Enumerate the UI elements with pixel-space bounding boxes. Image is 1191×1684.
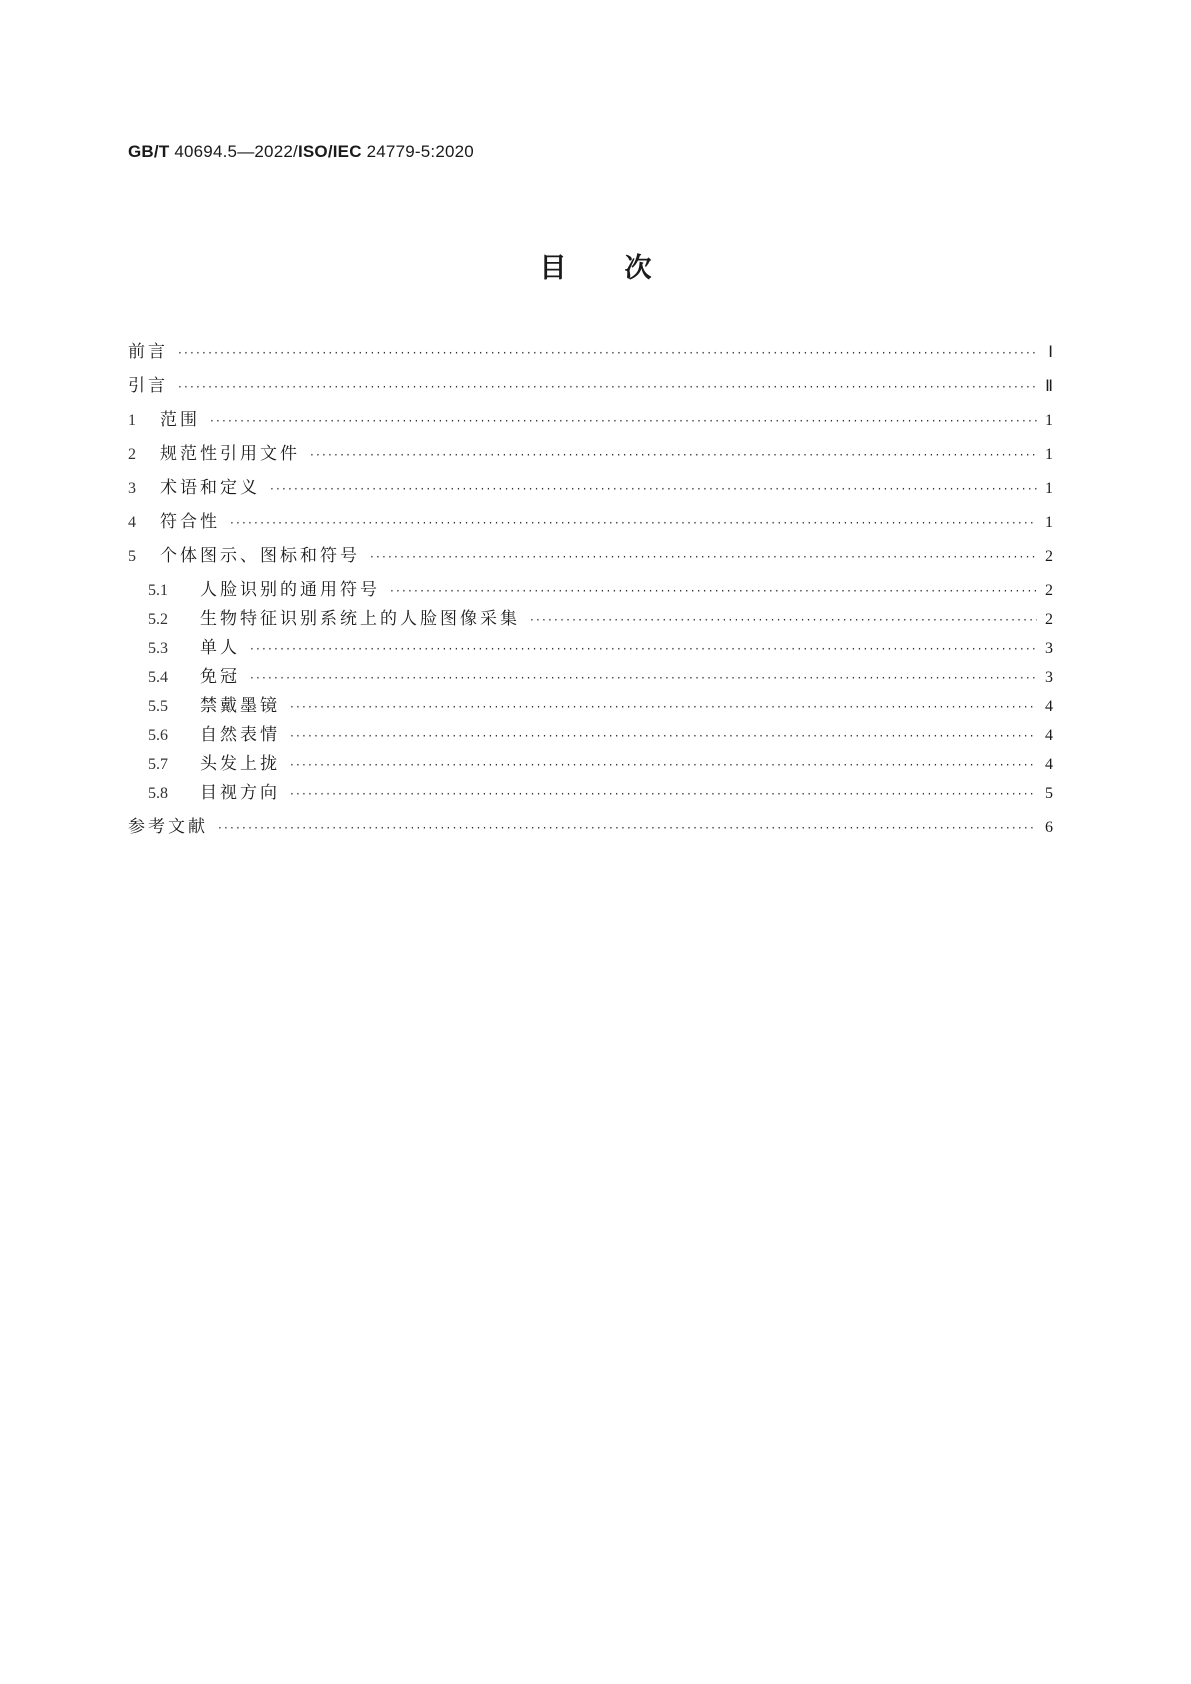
toc-entry-title: 规范性引用文件 xyxy=(160,444,300,464)
toc-entry-title: 免冠 xyxy=(200,667,240,687)
toc-dot-leader xyxy=(178,341,1037,365)
toc-entry-page-number: 2 xyxy=(1045,611,1053,628)
toc-entry[interactable] xyxy=(148,607,1053,631)
toc-entry[interactable] xyxy=(128,544,1053,568)
iso-code-prefix: ISO/IEC xyxy=(297,142,362,161)
toc-dot-leader xyxy=(310,443,1037,467)
toc-entry-page-number: 5 xyxy=(1045,785,1053,802)
toc-entry-page-number: Ⅱ xyxy=(1045,378,1053,395)
toc-entry[interactable] xyxy=(128,374,1053,398)
toc-entry-title: 术语和定义 xyxy=(160,478,260,498)
toc-dot-leader xyxy=(290,782,1037,806)
toc-entry-page-number: 1 xyxy=(1045,514,1053,531)
toc-entry-page-number: 4 xyxy=(1045,727,1053,744)
toc-entry-number: 5.6 xyxy=(148,727,168,744)
toc-entry[interactable] xyxy=(148,694,1053,718)
toc-entry-number: 4 xyxy=(128,514,136,531)
standard-code-number: 40694.5—2022/ xyxy=(169,142,298,161)
toc-entry-page-number: 3 xyxy=(1045,640,1053,657)
toc-entry-title: 人脸识别的通用符号 xyxy=(200,580,380,600)
toc-dot-leader xyxy=(230,511,1037,535)
toc-dot-leader xyxy=(290,695,1037,719)
standard-number xyxy=(128,142,474,162)
toc-entry[interactable] xyxy=(148,752,1053,776)
toc-entry-title: 自然表情 xyxy=(200,725,280,745)
toc-entry-number: 5 xyxy=(128,548,136,565)
toc-entry-page-number: 6 xyxy=(1045,819,1053,836)
toc-entry-number: 5.5 xyxy=(148,698,168,715)
toc-dot-leader xyxy=(270,477,1037,501)
toc-entry-title: 头发上拢 xyxy=(200,754,280,774)
toc-dot-leader xyxy=(250,637,1037,661)
toc-entry-number: 5.7 xyxy=(148,756,168,773)
toc-entry-title: 前言 xyxy=(128,342,168,362)
toc-entry[interactable] xyxy=(148,578,1053,602)
toc-entry[interactable] xyxy=(148,723,1053,747)
toc-entry-page-number: Ⅰ xyxy=(1048,344,1053,361)
toc-entry-number: 2 xyxy=(128,446,136,463)
toc-entry-page-number: 1 xyxy=(1045,446,1053,463)
toc-dot-leader xyxy=(178,375,1037,399)
toc-dot-leader xyxy=(250,666,1037,690)
toc-entry[interactable] xyxy=(128,408,1053,432)
toc-entry[interactable] xyxy=(148,636,1053,660)
toc-entry-title: 符合性 xyxy=(160,512,220,532)
toc-entry-number: 5.8 xyxy=(148,785,168,802)
toc-entry[interactable] xyxy=(148,665,1053,689)
toc-entry[interactable] xyxy=(128,442,1053,466)
toc-entry-title: 个体图示、图标和符号 xyxy=(160,546,360,566)
standard-code-prefix: GB/T xyxy=(128,142,170,161)
toc-dot-leader xyxy=(530,608,1037,632)
toc-dot-leader xyxy=(370,545,1037,569)
toc-dot-leader xyxy=(390,579,1037,603)
toc-entry-page-number: 1 xyxy=(1045,412,1053,429)
toc-entry-number: 5.4 xyxy=(148,669,168,686)
toc-entry-page-number: 4 xyxy=(1045,756,1053,773)
toc-dot-leader xyxy=(218,816,1037,840)
toc-entry[interactable] xyxy=(128,340,1053,364)
toc-entry-title: 引言 xyxy=(128,376,168,396)
toc-entry-number: 5.2 xyxy=(148,611,168,628)
toc-entry-page-number: 4 xyxy=(1045,698,1053,715)
toc-entry-number: 5.3 xyxy=(148,640,168,657)
toc-entry[interactable] xyxy=(148,781,1053,805)
toc-dot-leader xyxy=(290,724,1037,748)
toc-entry-title: 禁戴墨镜 xyxy=(200,696,280,716)
toc-entry-number: 1 xyxy=(128,412,136,429)
toc-entry-title: 目视方向 xyxy=(200,783,280,803)
toc-entry-number: 3 xyxy=(128,480,136,497)
toc-entry-page-number: 2 xyxy=(1045,548,1053,565)
page-title: 目次 xyxy=(539,253,710,284)
toc-dot-leader xyxy=(210,409,1037,433)
toc-entry-title: 生物特征识别系统上的人脸图像采集 xyxy=(200,609,520,629)
toc-entry-title: 单人 xyxy=(200,638,240,658)
toc-entry-page-number: 2 xyxy=(1045,582,1053,599)
toc-dot-leader xyxy=(290,753,1037,777)
toc-entry-title: 范围 xyxy=(160,410,200,430)
toc-entry-title: 参考文献 xyxy=(128,817,208,837)
toc-entry[interactable] xyxy=(128,815,1053,839)
toc-entry-number: 5.1 xyxy=(148,582,168,599)
iso-code-number: 24779-5:2020 xyxy=(361,142,474,161)
toc-entry[interactable] xyxy=(128,476,1053,500)
toc-entry-page-number: 1 xyxy=(1045,480,1053,497)
toc-entry[interactable] xyxy=(128,510,1053,534)
toc-entry-page-number: 3 xyxy=(1045,669,1053,686)
